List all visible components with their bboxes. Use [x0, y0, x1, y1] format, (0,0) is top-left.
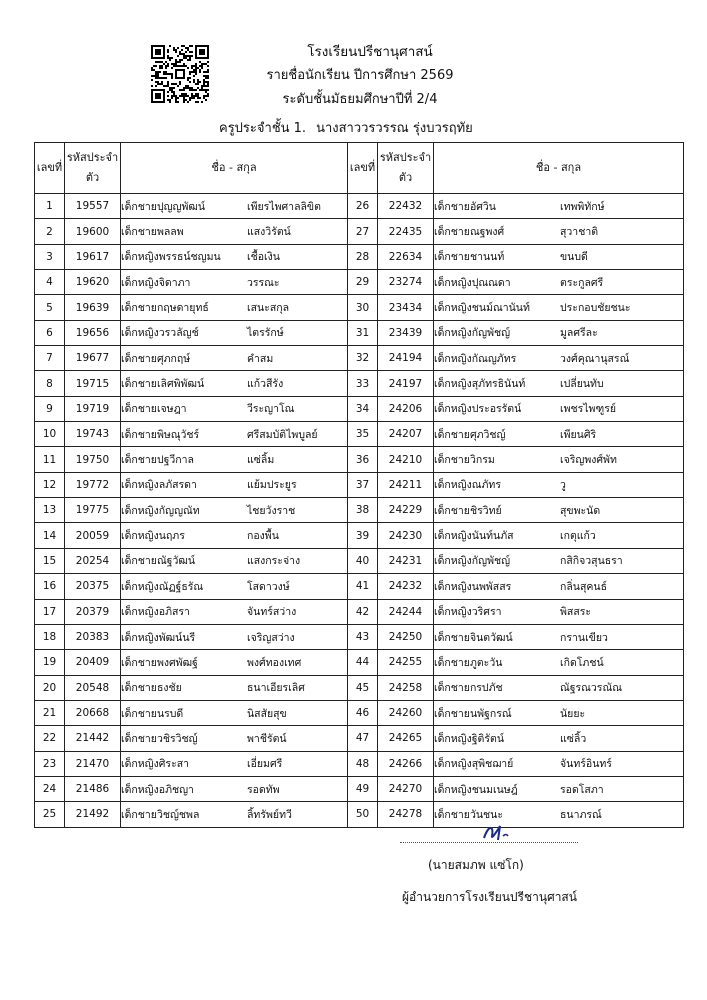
student-number: 20 — [35, 675, 65, 700]
student-name — [434, 599, 684, 624]
student-id: 24231 — [378, 548, 434, 573]
student-first-name: เด็กหญิงณภัทร — [434, 479, 501, 492]
student-first-name: เด็กชายณัฐวัฒน์ — [121, 555, 196, 568]
student-name — [434, 802, 684, 827]
student-roster-table — [34, 142, 684, 828]
student-id: 22432 — [378, 194, 434, 219]
student-first-name: เด็กชายชิรวิทย์ — [434, 504, 502, 517]
student-first-name: เด็กชายวิกรม — [434, 454, 495, 467]
student-id: 20548 — [65, 675, 121, 700]
student-first-name: เด็กชายณฐพงศ์ — [434, 226, 505, 239]
student-last-name: จันทร์สว่าง — [247, 606, 297, 619]
student-name — [434, 219, 684, 244]
student-number: 15 — [35, 548, 65, 573]
student-number: 46 — [348, 700, 378, 725]
student-last-name: เจริญพงศ์พัท — [560, 454, 617, 467]
student-first-name: เด็กชายศุภวิชญ์ — [434, 428, 506, 441]
student-number: 31 — [348, 320, 378, 345]
student-number: 21 — [35, 700, 65, 725]
table-row — [35, 295, 684, 320]
student-last-name: เพียนศิริ — [560, 428, 597, 441]
student-name — [121, 624, 348, 649]
student-number: 8 — [35, 371, 65, 396]
table-row — [35, 498, 684, 523]
student-first-name: เด็กหญิงนพพัสสร — [434, 580, 512, 593]
student-last-name: สุขพะนัด — [560, 504, 601, 517]
student-number: 40 — [348, 548, 378, 573]
student-name — [434, 270, 684, 295]
student-first-name: เด็กชายศุภกฤษ์ — [121, 352, 191, 365]
student-last-name: กลิ่นสุคนธ์ — [560, 580, 607, 593]
student-number: 3 — [35, 244, 65, 269]
student-first-name: เด็กชายปฐวีกาล — [121, 454, 194, 467]
student-first-name: เด็กหญิงอภิชญา — [121, 783, 194, 796]
student-number: 26 — [348, 194, 378, 219]
col-header-name: ชื่อ - สกุล — [434, 143, 684, 194]
student-id: 19600 — [65, 219, 121, 244]
student-number: 24 — [35, 776, 65, 801]
student-number: 27 — [348, 219, 378, 244]
student-name — [434, 244, 684, 269]
student-first-name: เด็กหญิงวรวลัญช์ — [121, 327, 199, 340]
student-last-name: ขนบดี — [560, 251, 588, 264]
student-name — [434, 650, 684, 675]
student-id: 20375 — [65, 574, 121, 599]
table-row — [35, 751, 684, 776]
student-number: 48 — [348, 751, 378, 776]
col-header-name: ชื่อ - สกุล — [121, 143, 348, 194]
student-name — [434, 295, 684, 320]
student-name — [434, 194, 684, 219]
student-last-name: เชื้อเงิน — [247, 251, 280, 264]
student-first-name: เด็กชายพลลพ — [121, 226, 184, 239]
student-id: 24266 — [378, 751, 434, 776]
student-name — [434, 726, 684, 751]
student-last-name: วีระญาโณ — [247, 403, 295, 416]
student-name — [121, 194, 348, 219]
qr-code — [151, 45, 209, 103]
student-name — [434, 396, 684, 421]
student-id: 21486 — [65, 776, 121, 801]
student-first-name: เด็กหญิงฐิติรัตน์ — [434, 732, 505, 745]
student-last-name: วู — [560, 479, 566, 492]
table-row — [35, 599, 684, 624]
student-id: 21492 — [65, 802, 121, 827]
student-name — [121, 523, 348, 548]
student-number: 43 — [348, 624, 378, 649]
student-name — [121, 498, 348, 523]
student-last-name: พงศ์ทองเทศ — [247, 656, 302, 669]
student-number: 29 — [348, 270, 378, 295]
student-id: 24232 — [378, 574, 434, 599]
student-name — [121, 472, 348, 497]
student-first-name: เด็กชายนรบดี — [121, 707, 184, 720]
student-number: 17 — [35, 599, 65, 624]
student-number: 16 — [35, 574, 65, 599]
student-first-name: เด็กชายนพัฐกรณ์ — [434, 707, 512, 720]
school-name: โรงเรียนปรีชานุศาสน์ — [307, 44, 433, 60]
student-last-name: ณัฐรณวรณัณ — [560, 682, 622, 695]
student-name — [434, 346, 684, 371]
student-first-name: เด็กชายเลิศพิพัฒน์ — [121, 378, 205, 391]
student-id: 19772 — [65, 472, 121, 497]
student-last-name: แซ่ลิ้ว — [560, 732, 587, 745]
student-last-name: แสงวิรัตน์ — [247, 226, 291, 239]
student-number: 25 — [35, 802, 65, 827]
student-number: 2 — [35, 219, 65, 244]
student-number: 13 — [35, 498, 65, 523]
student-last-name: เจริญสว่าง — [247, 631, 295, 644]
student-last-name: เสนะสกุล — [247, 302, 290, 315]
student-name — [434, 751, 684, 776]
student-id: 19617 — [65, 244, 121, 269]
student-first-name: เด็กหญิงสุภัทรธินันท์ — [434, 378, 526, 391]
student-first-name: เด็กหญิงนันท์นภัส — [434, 530, 514, 543]
teacher-label: ครูประจำชั้น 1. — [219, 121, 307, 136]
signature-line — [400, 842, 578, 843]
class-level: ระดับชั้นมัธยมศึกษาปีที่ 2/4 — [282, 92, 438, 107]
student-first-name: เด็กชายพิษณุวัชร์ — [121, 428, 200, 441]
document-header — [210, 40, 510, 112]
student-name — [434, 624, 684, 649]
student-number: 4 — [35, 270, 65, 295]
col-header-code: รหัสประจำตัว — [65, 143, 121, 194]
student-first-name: เด็กหญิงพัฒน์นรี — [121, 631, 196, 644]
student-id: 19743 — [65, 422, 121, 447]
table-row — [35, 219, 684, 244]
student-id: 24229 — [378, 498, 434, 523]
student-id: 19750 — [65, 447, 121, 472]
student-last-name: พาชีรัตน์ — [247, 732, 287, 745]
student-number: 1 — [35, 194, 65, 219]
table-row — [35, 447, 684, 472]
table-row — [35, 270, 684, 295]
student-last-name: เกิดโภชน์ — [560, 656, 604, 669]
student-number: 35 — [348, 422, 378, 447]
student-id: 20409 — [65, 650, 121, 675]
student-name — [121, 396, 348, 421]
student-last-name: ตระกูลศรี — [560, 276, 604, 289]
table-row — [35, 624, 684, 649]
student-number: 34 — [348, 396, 378, 421]
table-row — [35, 802, 684, 827]
student-number: 22 — [35, 726, 65, 751]
student-first-name: เด็กหญิงกัณญภัทร — [434, 352, 517, 365]
student-last-name: พิสสระ — [560, 606, 592, 619]
student-name — [121, 675, 348, 700]
student-first-name: เด็กชายปุญญพัฒน์ — [121, 200, 206, 213]
student-id: 19715 — [65, 371, 121, 396]
student-name — [121, 700, 348, 725]
student-id: 24260 — [378, 700, 434, 725]
student-name — [434, 320, 684, 345]
student-name — [434, 523, 684, 548]
col-header-no: เลขที่ — [348, 143, 378, 194]
student-first-name: เด็กหญิงประอรรัตน์ — [434, 403, 522, 416]
student-last-name: มูลศรีละ — [560, 327, 598, 340]
student-name — [434, 498, 684, 523]
student-id: 24258 — [378, 675, 434, 700]
student-id: 23434 — [378, 295, 434, 320]
student-first-name: เด็กชายวิชญ์ชพล — [121, 808, 200, 821]
student-number: 50 — [348, 802, 378, 827]
signer-position: ผู้อำนวยการโรงเรียนปรีชานุศาสน์ — [402, 890, 577, 904]
student-number: 38 — [348, 498, 378, 523]
student-id: 23274 — [378, 270, 434, 295]
table-header-row — [35, 143, 684, 194]
student-last-name: โสดาวงษ์ — [247, 580, 290, 593]
student-name — [434, 371, 684, 396]
student-last-name: ลิ้ทรัพย์ทวี — [247, 808, 292, 821]
student-id: 20668 — [65, 700, 121, 725]
student-number: 42 — [348, 599, 378, 624]
student-id: 20059 — [65, 523, 121, 548]
student-name — [121, 346, 348, 371]
student-last-name: ธนาเอียรเลิศ — [247, 682, 305, 695]
student-first-name: เด็กชายพงศพัฒฐ์ — [121, 656, 198, 669]
student-first-name: เด็กชายกรปภัช — [434, 682, 503, 695]
student-id: 19677 — [65, 346, 121, 371]
col-header-no: เลขที่ — [35, 143, 65, 194]
table-row — [35, 472, 684, 497]
student-name — [121, 270, 348, 295]
student-name — [121, 802, 348, 827]
student-number: 30 — [348, 295, 378, 320]
student-number: 39 — [348, 523, 378, 548]
student-first-name: เด็กชายกฤษดายุทธ์ — [121, 302, 209, 315]
student-first-name: เด็กชายธงชัย — [121, 682, 182, 695]
student-name — [121, 447, 348, 472]
student-first-name: เด็กชายเจษฎา — [121, 403, 187, 416]
table-row — [35, 650, 684, 675]
student-last-name: คำสม — [247, 352, 274, 365]
student-id: 24255 — [378, 650, 434, 675]
student-name — [121, 726, 348, 751]
student-id: 19620 — [65, 270, 121, 295]
table-row — [35, 320, 684, 345]
student-name — [121, 295, 348, 320]
student-id: 20254 — [65, 548, 121, 573]
student-number: 32 — [348, 346, 378, 371]
student-first-name: เด็กชายชานนท์ — [434, 251, 505, 264]
student-name — [434, 548, 684, 573]
student-last-name: เพชรไพฑูรย์ — [560, 403, 616, 416]
student-id: 22634 — [378, 244, 434, 269]
table-row — [35, 194, 684, 219]
student-name — [434, 776, 684, 801]
student-last-name: จันทร์อินทร์ — [560, 758, 612, 771]
student-number: 5 — [35, 295, 65, 320]
student-first-name: เด็กหญิงนฤภร — [121, 530, 185, 543]
student-id: 22435 — [378, 219, 434, 244]
student-id: 24270 — [378, 776, 434, 801]
student-id: 21470 — [65, 751, 121, 776]
student-first-name: เด็กหญิงชนม์ณานันท์ — [434, 302, 530, 315]
student-last-name: แก้วสีรัง — [247, 378, 284, 391]
student-first-name: เด็กชายจินตวัฒน์ — [434, 631, 513, 644]
list-title: รายชื่อนักเรียน ปีการศึกษา 2569 — [266, 68, 454, 83]
student-number: 41 — [348, 574, 378, 599]
table-row — [35, 675, 684, 700]
student-number: 33 — [348, 371, 378, 396]
student-number: 12 — [35, 472, 65, 497]
student-last-name: กรานเขียว — [560, 631, 608, 644]
student-first-name: เด็กหญิงกัญพัชญ์ — [434, 555, 511, 568]
student-last-name: แย้มประยูร — [247, 479, 297, 492]
student-last-name: แซ่ลิ้ม — [247, 454, 275, 467]
student-id: 24197 — [378, 371, 434, 396]
student-name — [434, 472, 684, 497]
student-id: 24194 — [378, 346, 434, 371]
student-last-name: เอี่ยมศรี — [247, 758, 283, 771]
student-id: 20379 — [65, 599, 121, 624]
student-last-name: รอดทัพ — [247, 783, 280, 796]
student-name — [121, 599, 348, 624]
table-row — [35, 346, 684, 371]
student-name — [121, 548, 348, 573]
table-row — [35, 523, 684, 548]
student-name — [434, 574, 684, 599]
student-number: 14 — [35, 523, 65, 548]
col-header-code: รหัสประจำตัว — [378, 143, 434, 194]
student-first-name: เด็กหญิงพรรธน์ชญมน — [121, 251, 221, 264]
student-name — [121, 776, 348, 801]
student-last-name: เพียรไพศาลลิขิต — [247, 200, 321, 213]
student-name — [121, 219, 348, 244]
student-first-name: เด็กหญิงชนมเนษฎ์ — [434, 783, 518, 796]
student-id: 19557 — [65, 194, 121, 219]
student-id: 19656 — [65, 320, 121, 345]
student-first-name: เด็กชายวชิรวิชญ์ — [121, 732, 198, 745]
student-last-name: ธนาภรณ์ — [560, 808, 602, 821]
teacher-name: นางสาววรวรรณ รุ่งบวรฤทัย — [316, 121, 473, 136]
signer-name: (นายสมภพ แซ่โก) — [428, 858, 524, 872]
student-id: 21442 — [65, 726, 121, 751]
student-last-name: แสงกระจ่าง — [247, 555, 301, 568]
student-name — [121, 320, 348, 345]
student-last-name: ไตรรักษ์ — [247, 327, 284, 340]
student-number: 36 — [348, 447, 378, 472]
student-id: 24210 — [378, 447, 434, 472]
student-first-name: เด็กหญิงอภิสรา — [121, 606, 190, 619]
student-last-name: เกตุแก้ว — [560, 530, 596, 543]
student-last-name: กสิกิจวสุนธรา — [560, 555, 623, 568]
student-name — [121, 751, 348, 776]
student-first-name: เด็กชายอัศวิน — [434, 200, 496, 213]
table-row — [35, 574, 684, 599]
student-id: 24244 — [378, 599, 434, 624]
student-last-name: นัยยะ — [560, 707, 586, 720]
student-first-name: เด็กหญิงสุพิชฌาย์ — [434, 758, 514, 771]
student-number: 37 — [348, 472, 378, 497]
student-name — [434, 447, 684, 472]
student-last-name: เทพพิทักษ์ — [560, 200, 605, 213]
student-first-name: เด็กหญิงลภัสรดา — [121, 479, 197, 492]
student-last-name: วรรณะ — [247, 276, 280, 289]
student-last-name: วงศ์คุณานุสรณ์ — [560, 352, 630, 365]
student-first-name: เด็กหญิงวริศรา — [434, 606, 502, 619]
signature-mark — [478, 818, 518, 848]
student-id: 24211 — [378, 472, 434, 497]
student-last-name: กองพื้น — [247, 530, 279, 543]
student-number: 19 — [35, 650, 65, 675]
student-id: 19719 — [65, 396, 121, 421]
student-first-name: เด็กหญิงศิระสา — [121, 758, 190, 771]
student-name — [121, 650, 348, 675]
student-number: 10 — [35, 422, 65, 447]
student-first-name: เด็กหญิงจิดาภา — [121, 276, 191, 289]
student-last-name: ไชยวังราช — [247, 504, 296, 517]
student-id: 20383 — [65, 624, 121, 649]
student-last-name: เปลี่ยนทับ — [560, 378, 604, 391]
student-id: 24206 — [378, 396, 434, 421]
table-row — [35, 700, 684, 725]
student-last-name: ประกอบชัยชนะ — [560, 302, 631, 315]
student-number: 9 — [35, 396, 65, 421]
student-name — [121, 244, 348, 269]
table-row — [35, 244, 684, 269]
student-id: 24230 — [378, 523, 434, 548]
student-number: 47 — [348, 726, 378, 751]
table-row — [35, 726, 684, 751]
student-first-name: เด็กหญิงปุณณดา — [434, 276, 511, 289]
student-first-name: เด็กหญิงกัญญณัท — [121, 504, 200, 517]
student-last-name: รอดโสภา — [560, 783, 604, 796]
table-row — [35, 396, 684, 421]
table-row — [35, 371, 684, 396]
student-last-name: นิสสัยสุข — [247, 707, 287, 720]
table-row — [35, 776, 684, 801]
table-row — [35, 422, 684, 447]
student-first-name: เด็กชายวันชนะ — [434, 808, 503, 821]
student-name — [121, 371, 348, 396]
student-id: 24278 — [378, 802, 434, 827]
student-last-name: ศรีสมบัติไพบูลย์ — [247, 428, 318, 441]
student-id: 23439 — [378, 320, 434, 345]
student-last-name: สุวาชาติ — [560, 226, 599, 239]
student-name — [434, 422, 684, 447]
table-row — [35, 548, 684, 573]
student-number: 7 — [35, 346, 65, 371]
student-name — [434, 675, 684, 700]
student-number: 45 — [348, 675, 378, 700]
student-id: 19639 — [65, 295, 121, 320]
student-id: 24250 — [378, 624, 434, 649]
student-first-name: เด็กชายภูตะวัน — [434, 656, 503, 669]
student-name — [121, 574, 348, 599]
student-number: 44 — [348, 650, 378, 675]
student-id: 24265 — [378, 726, 434, 751]
student-number: 23 — [35, 751, 65, 776]
homeroom-teacher — [219, 117, 473, 138]
student-id: 24207 — [378, 422, 434, 447]
student-id: 19775 — [65, 498, 121, 523]
student-number: 6 — [35, 320, 65, 345]
student-number: 18 — [35, 624, 65, 649]
student-first-name: เด็กหญิงณัฏฐ์ธรัณ — [121, 580, 204, 593]
student-number: 49 — [348, 776, 378, 801]
student-number: 11 — [35, 447, 65, 472]
student-name — [121, 422, 348, 447]
student-first-name: เด็กหญิงกัญพัชญ์ — [434, 327, 511, 340]
student-name — [434, 700, 684, 725]
student-number: 28 — [348, 244, 378, 269]
